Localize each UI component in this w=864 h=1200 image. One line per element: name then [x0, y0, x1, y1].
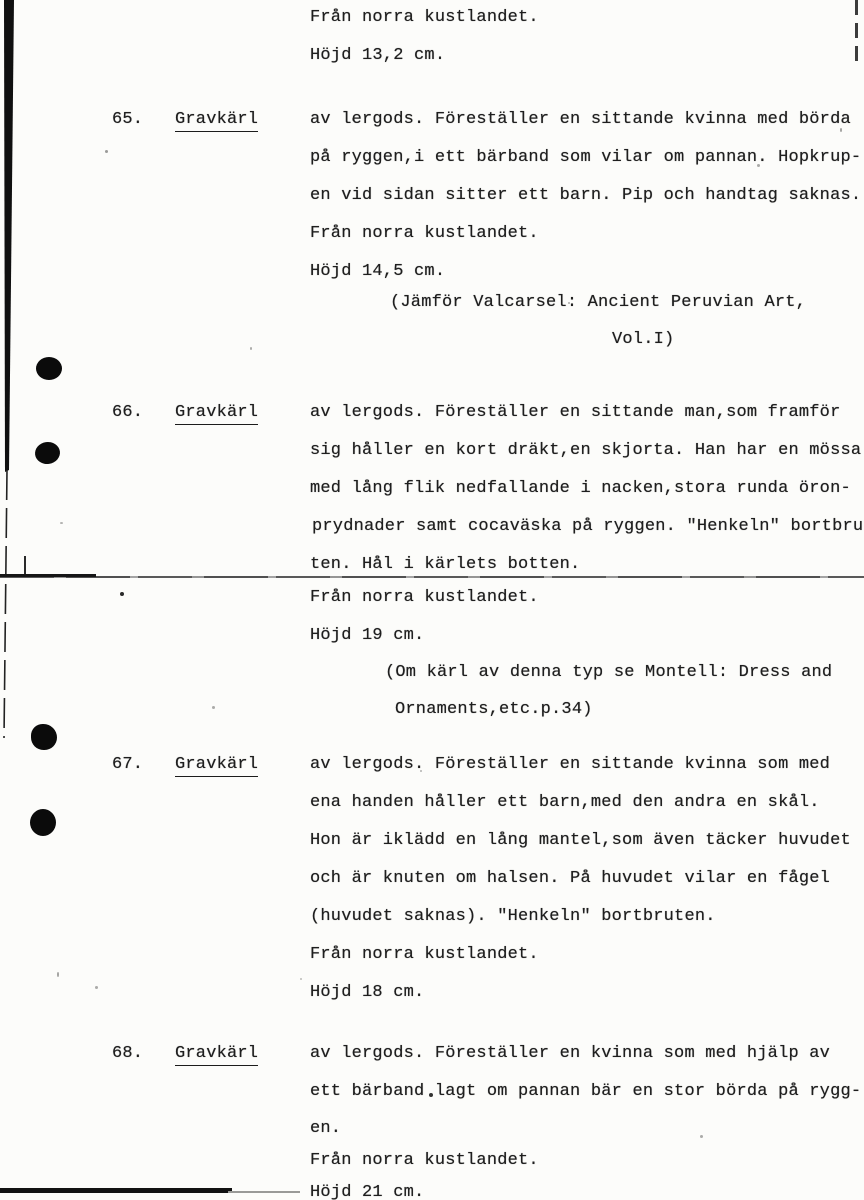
- item-68-desc-line: ett bärband lagt om pannan bär en stor börda på rygg-: [310, 1082, 862, 1101]
- item-68-desc-line: Från norra kustlandet.: [310, 1151, 539, 1170]
- item-68-desc-line: Höjd 21 cm.: [310, 1183, 425, 1200]
- bottom-edge-scan-artifact: [0, 1188, 232, 1193]
- item-68-number: 68.: [112, 1044, 144, 1063]
- punch-hole: [31, 724, 57, 750]
- item-65-desc-line: en vid sidan sitter ett barn. Pip och handtag saknas.: [310, 186, 862, 205]
- scan-speck: [95, 986, 98, 989]
- item-67-desc-line: ena handen håller ett barn,med den andra en skål.: [310, 793, 820, 812]
- page-seam-dark-segment: [0, 574, 96, 577]
- punch-hole: [36, 357, 62, 380]
- page-seam-line: [0, 576, 864, 578]
- item-65-number: 65.: [112, 110, 144, 129]
- page-seam-tick: [24, 556, 26, 576]
- item-68-title: Gravkärl: [175, 1044, 258, 1066]
- item-67-number: 67.: [112, 755, 144, 774]
- item-67-desc-line: och är knuten om halsen. På huvudet vilar en fågel: [310, 869, 831, 888]
- scan-speck: [300, 978, 302, 980]
- item-67-desc-line: Från norra kustlandet.: [310, 945, 539, 964]
- right-edge-scan-marks: [855, 0, 858, 66]
- scan-speck: [120, 592, 124, 596]
- item-65-reference-line: (Jämför Valcarsel: Ancient Peruvian Art,: [390, 293, 807, 312]
- item-68-desc-line: en.: [310, 1119, 342, 1138]
- item-65-desc-line: Från norra kustlandet.: [310, 224, 539, 243]
- bottom-edge-scan-artifact-tail: [228, 1191, 300, 1193]
- item-66-desc-line: Från norra kustlandet.: [310, 588, 539, 607]
- scan-speck: [212, 706, 215, 709]
- item-65-title: Gravkärl: [175, 110, 258, 132]
- scan-speck: [700, 1135, 703, 1138]
- item-66-number: 66.: [112, 403, 144, 422]
- intro-line: Från norra kustlandet.: [310, 8, 539, 27]
- item-66-desc-line: prydnader samt cocaväska på ryggen. "Henkeln" bortbru: [312, 517, 864, 536]
- item-66-desc-line: sig håller en kort dräkt,en skjorta. Han har en mössa: [310, 441, 862, 460]
- item-66-desc-line: med lång flik nedfallande i nacken,stora runda öron-: [310, 479, 851, 498]
- item-65-desc-line: Höjd 14,5 cm.: [310, 262, 446, 281]
- item-65-desc-line: på ryggen,i ett bärband som vilar om pannan. Hopkrup-: [310, 148, 862, 167]
- left-edge-scan-artifact: [0, 0, 30, 780]
- punch-hole: [34, 440, 62, 465]
- scan-speck: [105, 150, 108, 153]
- item-66-title: Gravkärl: [175, 403, 258, 425]
- item-66-reference-line: (Om kärl av denna typ se Montell: Dress and: [385, 663, 833, 682]
- item-65-reference-line: Vol.I): [612, 330, 675, 349]
- item-67-desc-line: (huvudet saknas). "Henkeln" bortbruten.: [310, 907, 716, 926]
- item-66-desc-line: ten. Hål i kärlets botten.: [310, 555, 581, 574]
- item-68-desc-line: av lergods. Föreställer en kvinna som med hjälp av: [310, 1044, 831, 1063]
- scan-speck: [250, 347, 252, 350]
- punch-hole: [30, 809, 56, 836]
- scan-speck: [60, 522, 63, 524]
- scan-speck: [57, 972, 59, 977]
- item-67-desc-line: Hon är iklädd en lång mantel,som även täcker huvudet: [310, 831, 851, 850]
- item-65-desc-line: av lergods. Föreställer en sittande kvinna med börda: [310, 110, 851, 129]
- item-66-desc-line: av lergods. Föreställer en sittande man,som framför: [310, 403, 841, 422]
- item-67-desc-line: av lergods. Föreställer en sittande kvinna som med: [310, 755, 831, 774]
- item-66-reference-line: Ornaments,etc.p.34): [395, 700, 593, 719]
- item-67-desc-line: Höjd 18 cm.: [310, 983, 425, 1002]
- intro-line: Höjd 13,2 cm.: [310, 46, 446, 65]
- item-67-title: Gravkärl: [175, 755, 258, 777]
- item-66-desc-line: Höjd 19 cm.: [310, 626, 425, 645]
